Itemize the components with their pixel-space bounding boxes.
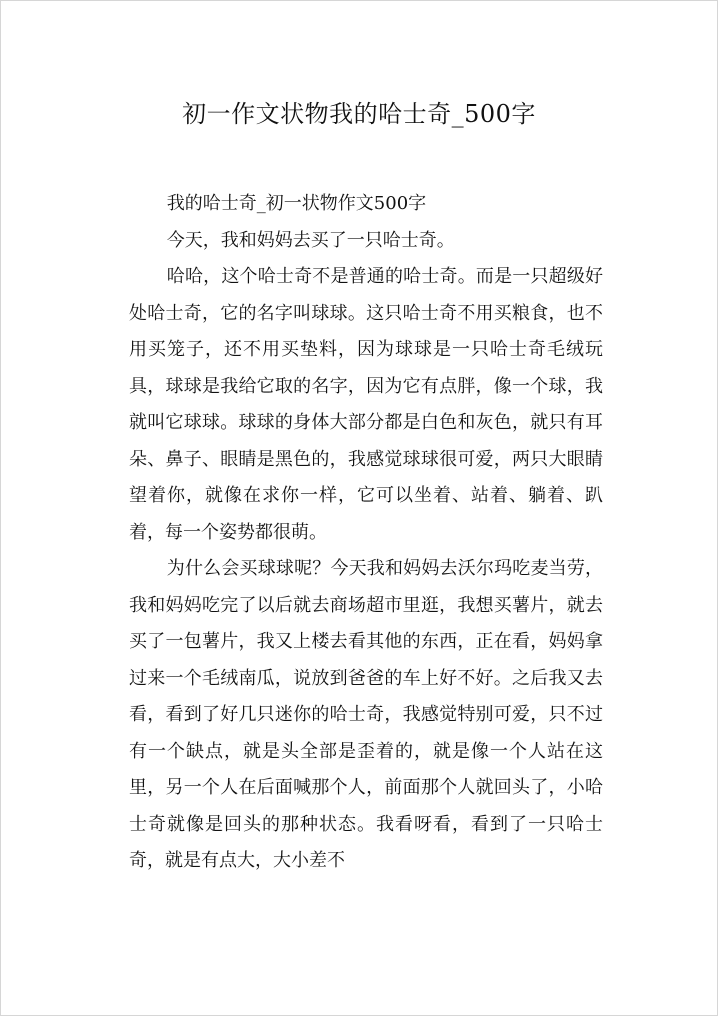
document-body <box>129 186 603 880</box>
paragraph-description: 哈哈，这个哈士奇不是普通的哈士奇。而是一只超级好处哈士奇，它的名字叫球球。这只哈士奇不用买粮食，也不用买笼子，还不用买垫料，因为球球是一只哈士奇毛绒玩具，球球是我给它取的名字，因为它有点胖，像一个球，我就叫它球球。球球的身体大部分都是白色和灰色，就只有耳朵、鼻子、眼睛是黑色的，我感觉球球很可爱，两只大眼睛望着你，就像在求你一样，它可以坐着、站着、躺着、趴着，每一个姿势都很萌。 <box>129 266 603 543</box>
paragraph-subtitle: 我的哈士奇_初一状物作文500字 <box>166 193 427 214</box>
paragraph-story: 为什么会买球球呢？今天我和妈妈去沃尔玛吃麦当劳，我和妈妈吃完了以后就去商场超市里逛，我想买薯片，就去买了一包薯片，我又上楼去看其他的东西，正在看，妈妈拿过来一个毛绒南瓜，说放到爸爸的车上好不好。之后我又去看，看到了好几只迷你的哈士奇，我感觉特别可爱，只不过有一个缺点，就是头全部是歪着的，就是像一个人站在这里，另一个人在后面喊那个人，前面那个人就回头了，小哈士奇就像是回头的那种状态。我看呀看，看到了一只哈士奇，就是有点大，大小差不 <box>129 558 603 871</box>
document-title: 初一作文状物我的哈士奇_500字 <box>182 100 536 128</box>
paragraph-intro: 今天，我和妈妈去买了一只哈士奇。 <box>166 229 455 251</box>
